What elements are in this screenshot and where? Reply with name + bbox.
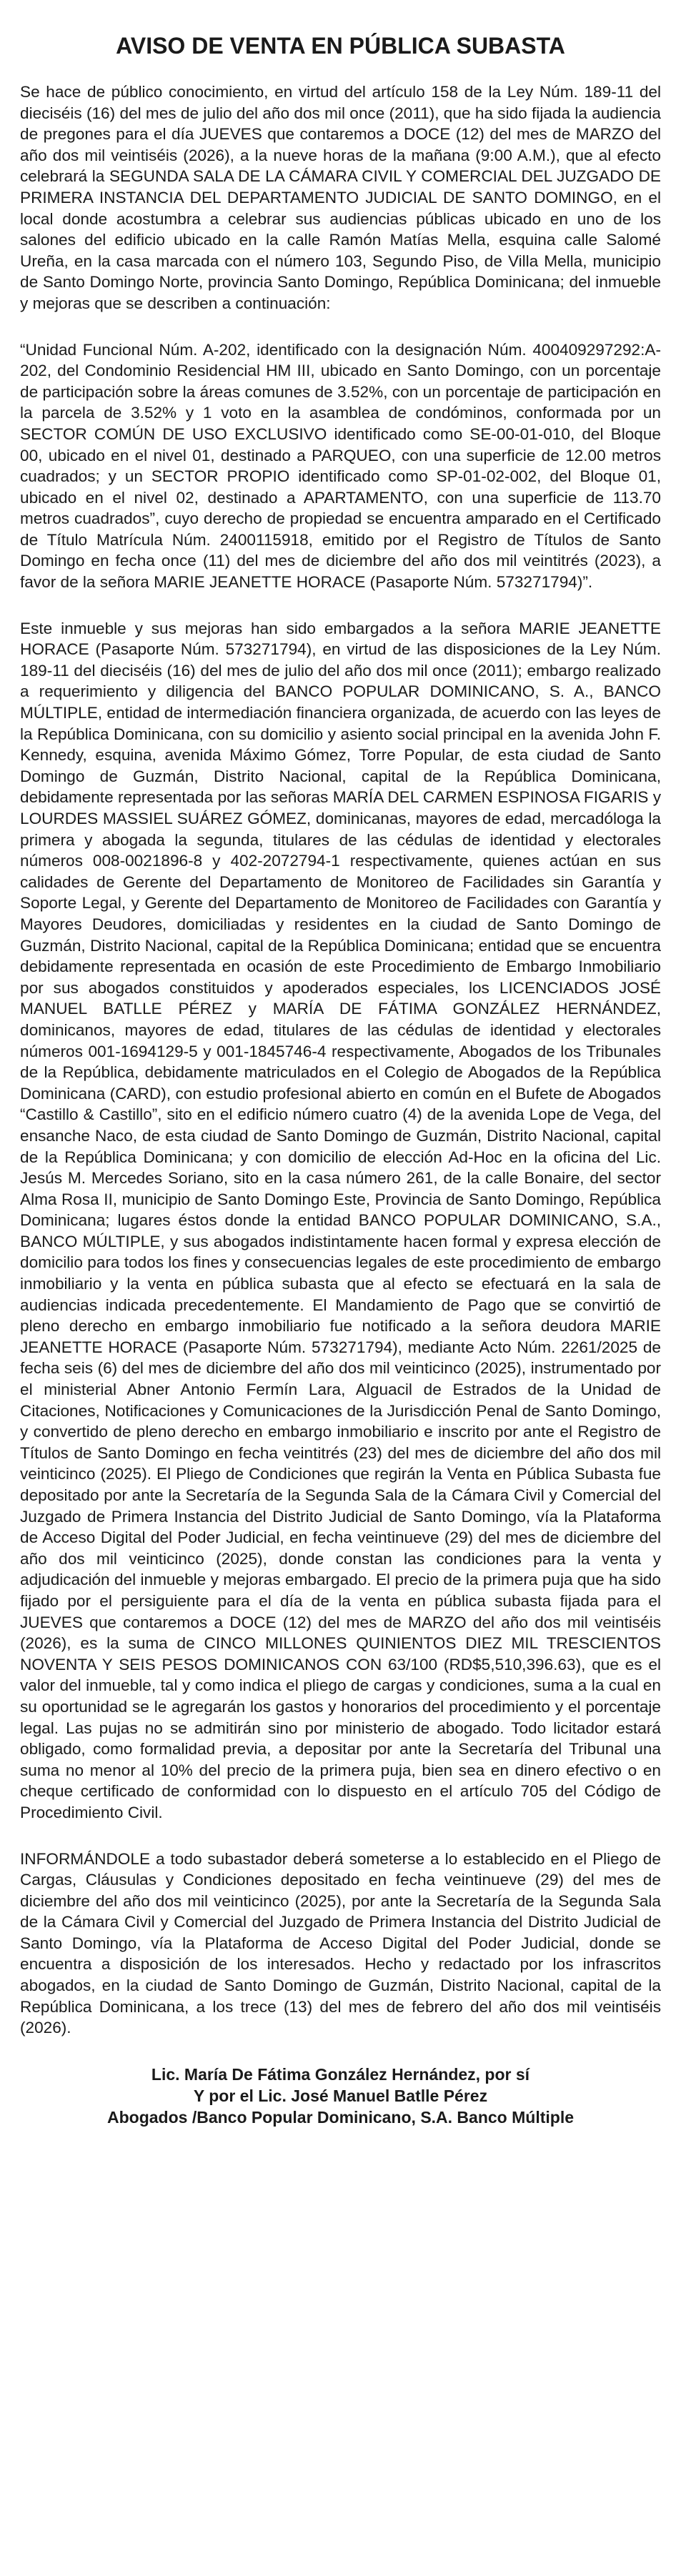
notice-title: AVISO DE VENTA EN PÚBLICA SUBASTA	[116, 33, 565, 59]
signature-line-1: Lic. María De Fátima González Hernández, por sí	[151, 2064, 530, 2084]
signature-block	[20, 2064, 661, 2128]
bidder-information-paragraph: INFORMÁNDOLE a todo subastador deberá someterse a lo establecido en el Pliego de Cargas, Cláusulas y Condiciones depositado en fecha veintinueve (29) del mes de diciembre del año dos mil veinticinco (2025), por ante la Secretaría de la Segunda Sala de la Cámara Civil y Comercial del Juzgado de Primera Instancia del Distrito Judicial de Santo Domingo, vía la Plataforma de Acceso Digital del Poder Judicial, donde se encuentra a disposición de los interesados. Hecho y redactado por los infrascritos abogados, en la ciudad de Santo Domingo de Guzmán, Distrito Nacional, capital de la República Dominicana, a los trece (13) del mes de febrero del año dos mil veintiséis (2026).	[20, 1849, 661, 2037]
intro-paragraph: Se hace de público conocimiento, en virtud del artículo 158 de la Ley Núm. 189-11 del dieciséis (16) del mes de julio del año dos mil once (2011), que ha sido fijada la audiencia de pregones para el día JUEVES que contaremos a DOCE (12) del mes de MARZO del año dos mil veintiséis (2026), a la nueve horas de la mañana (9:00 A.M.), que al efecto celebrará la SEGUNDA SALA DE LA CÁMARA CIVIL Y COMERCIAL DEL JUZGADO DE PRIMERA INSTANCIA DEL DEPARTAMENTO JUDICIAL DE SANTO DOMINGO, en el local donde acostumbra a celebrar sus audiencias públicas ubicado en uno de los salones del edificio ubicado en la calle Ramón Matías Mella, esquina calle Salomé Ureña, en la casa marcada con el número 103, Segundo Piso, de Villa Mella, municipio de Santo Domingo Norte, provincia Santo Domingo, República Dominicana; del inmueble y mejoras que se describen a continuación:	[20, 83, 661, 312]
signature-line-2: Y por el Lic. José Manuel Batlle Pérez	[193, 2086, 488, 2105]
property-description-paragraph: “Unidad Funcional Núm. A-202, identificado con la designación Núm. 400409297292:A-202, del Condominio Residencial HM III, ubicado en Santo Domingo, con un porcentaje de participación sobre la áreas comunes de 3.52%, con un porcentaje de participación en la parcela de 3.52% y 1 voto en la asamblea de condóminos, conformada por un SECTOR COMÚN DE USO EXCLUSIVO identificado como SE-00-01-010, del Bloque 00, ubicado en el nivel 01, destinado a PARQUEO, con una superficie de 12.00 metros cuadrados; y un SECTOR PROPIO identificado como SP-01-02-002, del Bloque 01, ubicado en el nivel 02, destinado a APARTAMENTO, con una superficie de 113.70 metros cuadrados”, cuyo derecho de propiedad se encuentra amparado en el Certificado de Título Matrícula Núm. 2400115918, emitido por el Registro de Títulos de Santo Domingo en fecha once (11) del mes de diciembre del año dos mil veintitrés (2023), a favor de la señora MARIE JEANETTE HORACE (Pasaporte Núm. 573271794)”.	[20, 340, 661, 592]
signature-line-3: Abogados /Banco Popular Dominicano, S.A. Banco Múltiple	[107, 2107, 574, 2127]
seizure-details-paragraph: Este inmueble y sus mejoras han sido embargados a la señora MARIE JEANETTE HORACE (Pasaporte Núm. 573271794), en virtud de las disposiciones de la Ley Núm. 189-11 del dieciséis (16) del mes de julio del año dos mil once (2011); embargo realizado a requerimiento y diligencia del BANCO POPULAR DOMINICANO, S. A., BANCO MÚLTIPLE, entidad de intermediación financiera organizada, de acuerdo con las leyes de la República Dominicana, con su domicilio y asiento social principal en la avenida John F. Kennedy, esquina, avenida Máximo Gómez, Torre Popular, de esta ciudad de Santo Domingo de Guzmán, Distrito Nacional, capital de la República Dominicana, debidamente representada por las señoras MARÍA DEL CARMEN ESPINOSA FIGARIS y LOURDES MASSIEL SUÁREZ GÓMEZ, dominicanas, mayores de edad, mercadóloga la primera y abogada la segunda, titulares de las cédulas de identidad y electorales números 008-0021896-8 y 402-2072794-1 respectivamente, quienes actúan en sus calidades de Gerente del Departamento de Monitoreo de Facilidades sin Garantía y Soporte Legal, y Gerente del Departamento de Monitoreo de Facilidades con Garantía y Mayores Deudores, domiciliadas y residentes en la ciudad de Santo Domingo de Guzmán, Distrito Nacional, capital de la República Dominicana; entidad que se encuentra debidamente representada en ocasión de este Procedimiento de Embargo Inmobiliario por sus abogados constituidos y apoderados especiales, los LICENCIADOS JOSÉ MANUEL BATLLE PÉREZ y MARÍA DE FÁTIMA GONZÁLEZ HERNÁNDEZ, dominicanos, mayores de edad, titulares de las cédulas de identidad y electorales números 001-1694129-5 y 001-1845746-4 respectivamente, Abogados de los Tribunales de la República, debidamente matriculados en el Colegio de Abogados de la República Dominicana (CARD), con estudio profesional abierto en común en el Bufete de Abogados “Castillo & Castillo”, sito en el edificio número cuatro (4) de la avenida Lope de Vega, del ensanche Naco, de esta ciudad de Santo Domingo de Guzmán, Distrito Nacional, capital de la República Dominicana; y con domicilio de elección Ad-Hoc en la oficina del Lic. Jesús M. Mercedes Soriano, sito en la casa número 261, de la calle Bonaire, del sector Alma Rosa II, municipio de Santo Domingo Este, Provincia de Santo Domingo, República Dominicana; lugares éstos donde la entidad BANCO POPULAR DOMINICANO, S.A., BANCO MÚLTIPLE, y sus abogados indistintamente hacen formal y expresa elección de domicilio para todos los fines y consecuencias legales de este procedimiento de embargo inmobiliario y la venta en pública subasta que al efecto se efectuará en la sala de audiencias indicada precedentemente. El Mandamiento de Pago que se convirtió de pleno derecho en embargo inmobiliario fue notificado a la señora deudora MARIE JEANETTE HORACE (Pasaporte Núm. 573271794), mediante Acto Núm. 2261/2025 de fecha seis (6) del mes de diciembre del año dos mil veinticinco (2025), instrumentado por el ministerial Abner Antonio Fermín Lara, Alguacil de Estrados de la Unidad de Citaciones, Notificaciones y Comunicaciones de la Jurisdicción Penal de Santo Domingo, y convertido de pleno derecho en embargo inmobiliario e inscrito por ante el Registro de Títulos de Santo Domingo en fecha veintitrés (23) del mes de diciembre del año dos mil veinticinco (2025). El Pliego de Condiciones que regirán la Venta en Pública Subasta fue depositado por ante la Secretaría de la Segunda Sala de la Cámara Civil y Comercial del Juzgado de Primera Instancia del Distrito Judicial de Santo Domingo, vía la Plataforma de Acceso Digital del Poder Judicial, en fecha veintinueve (29) del mes de diciembre del año dos mil veinticinco (2025), donde constan las condiciones para la venta y adjudicación del inmueble y mejoras embargado. El precio de la primera puja que ha sido fijado por el persiguiente para el día de la venta en pública subasta fijada para el JUEVES que contaremos a DOCE (12) del mes de MARZO del año dos mil veintiséis (2026), es la suma de CINCO MILLONES QUINIENTOS DIEZ MIL TRESCIENTOS NOVENTA Y SEIS PESOS DOMINICANOS CON 63/100 (RD$5,510,396.63), que es el valor del inmueble, tal y como indica el pliego de cargas y condiciones, suma a la cual en su oportunidad se le agregarán los gastos y honorarios del procedimiento y el porcentaje legal. Las pujas no se admitirán sino por ministerio de abogado. Todo licitador estará obligado, como formalidad previa, a depositar por ante la Secretaría del Tribunal una suma no menor al 10% del precio de la primera puja, bien sea en dinero efectivo o en cheque certificado de conformidad con lo dispuesto en el artículo 705 del Código de Procedimiento Civil.	[20, 619, 661, 1821]
